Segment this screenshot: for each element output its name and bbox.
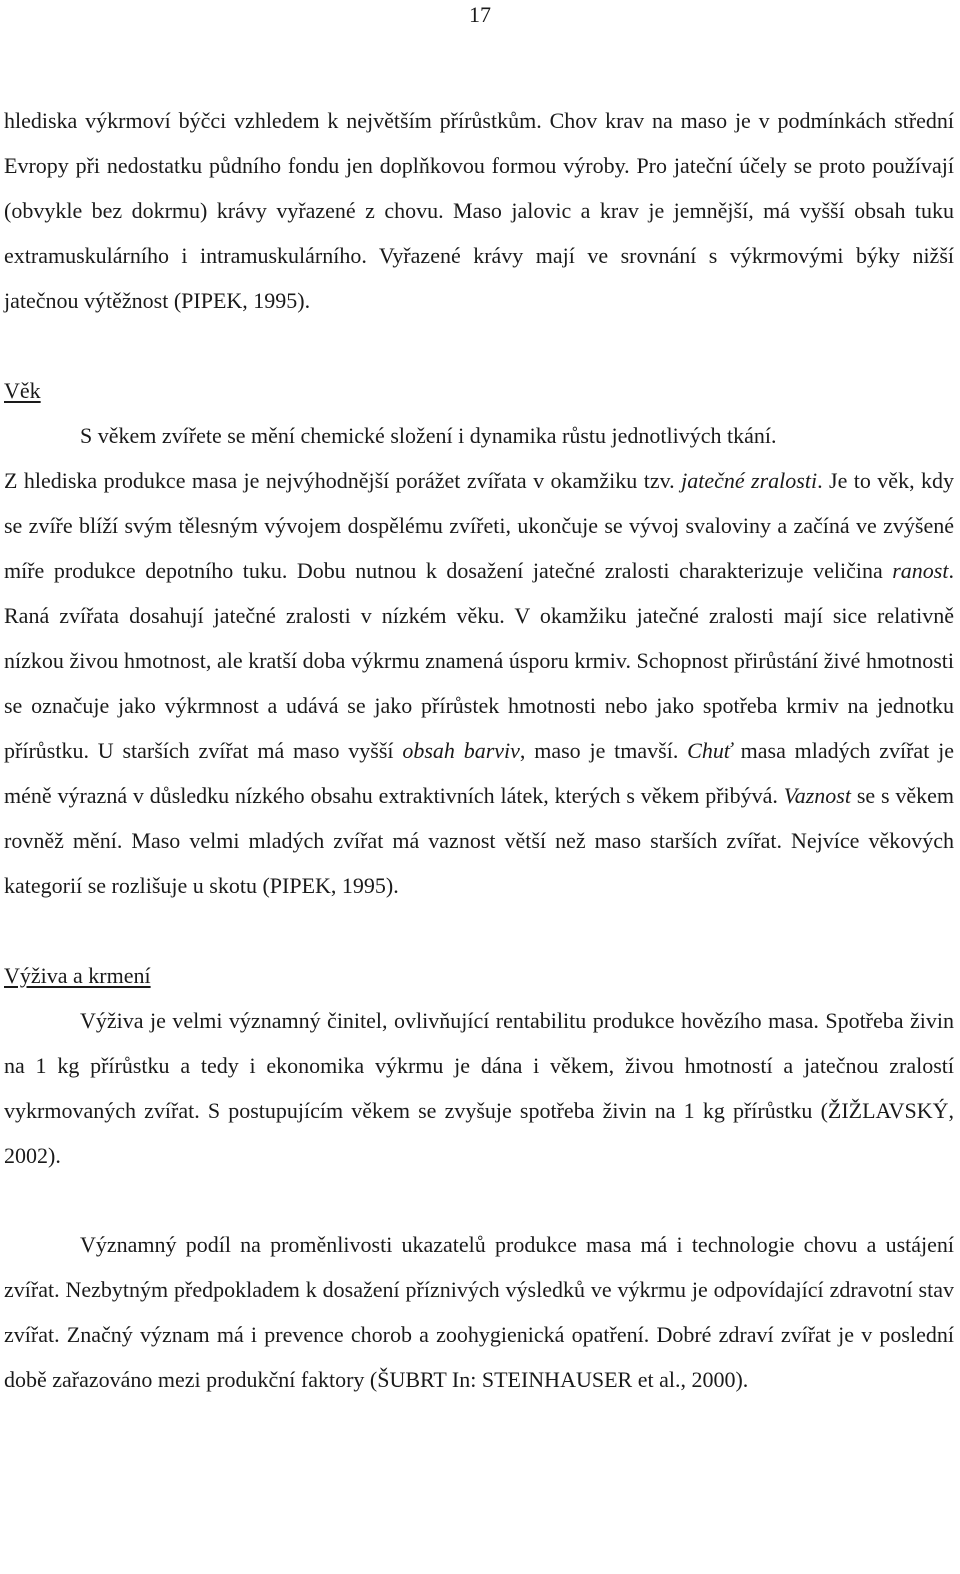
paragraph-intro: hlediska výkrmoví býčci vzhledem k největším přírůstkům. Chov krav na maso je v podmínkách střední Evropy při nedostatku půdního fondu jen doplňkovou formou výroby. Pro jateční účely se proto používají (obvykle bez dokrmu) krávy vyřazené z chovu. Maso jalovic a krav je jemnější, má vyšší obsah tuku extramuskulárního i intramuskulárního. Vyřazené krávy mají ve srovnání s výkrmovými býky nižší jatečnou výtěžnost (PIPEK, 1995). <box>4 108 954 313</box>
document-body <box>4 98 954 1402</box>
section-age <box>4 368 954 908</box>
section-heading-age: Věk <box>4 378 41 403</box>
term-ranost: ranost <box>892 558 949 583</box>
page-number: 17 <box>469 2 491 27</box>
term-vaznost: Vaznost <box>783 783 851 808</box>
paragraph-age-1: S věkem zvířete se mění chemické složení i dynamika růstu jednotlivých tkání. <box>80 423 777 448</box>
paragraph-age-2: Z hlediska produkce masa je nejvýhodnější porážet zvířata v okamžiku tzv. jatečné zralosti. Je to věk, kdy se zvíře blíží svým tělesným vývojem dospělému zvířeti, ukončuje se vývoj svaloviny a začíná ve zvýšené míře produkce depotního tuku. Dobu nutnou k dosažení jatečné zralosti charakterizuje veličina ranost. Raná zvířata dosahují jatečné zralosti v nízkém věku. V okamžiku jatečné zralosti mají sice relativně nízkou živou hmotnost, ale kratší doba výkrmu znamená úsporu krmiv. Schopnost přirůstání živé hmotnosti se označuje jako výkrmnost a udává se jako přírůstek hmotnosti nebo jako spotřeba krmiv na jednotku přírůstku. U starších zvířat má maso vyšší obsah barviv, maso je tmavší. Chuť masa mladých zvířat je méně výrazná v důsledku nízkého obsahu extraktivních látek, kterých s věkem přibývá. Vaznost se s věkem rovněž mění. Maso velmi mladých zvířat má vaznost větší než maso starších zvířat. Nejvíce věkových kategorií se rozlišuje u skotu (PIPEK, 1995). <box>4 468 954 898</box>
section-heading-nutrition: Výživa a krmení <box>4 963 151 988</box>
term-obsah-barviv: obsah barviv <box>402 738 520 763</box>
section-nutrition <box>4 953 954 1402</box>
paragraph-nutrition-1: Výživa je velmi významný činitel, ovlivňující rentabilitu produkce hovězího masa. Spotřeba živin na 1 kg přírůstku a tedy i ekonomika výkrmu je dána i věkem, živou hmotností a jatečnou zralostí vykrmovaných zvířat. S postupujícím věkem se zvyšuje spotřeba živin na 1 kg přírůstku (ŽIŽLAVSKÝ, 2002). <box>4 1008 954 1168</box>
term-jatecna-zralost: jatečné zralosti <box>681 468 818 493</box>
term-chut: Chuť <box>687 738 732 763</box>
paragraph-nutrition-2: Významný podíl na proměnlivosti ukazatelů produkce masa má i technologie chovu a ustájení zvířat. Nezbytným předpokladem k dosažení příznivých výsledků ve výkrmu je odpovídající zdravotní stav zvířat. Značný význam má i prevence chorob a zoohygienická opatření. Dobré zdraví zvířat je v poslední době zařazováno mezi produkční faktory (ŠUBRT In: STEINHAUSER et al., 2000). <box>4 1232 954 1392</box>
